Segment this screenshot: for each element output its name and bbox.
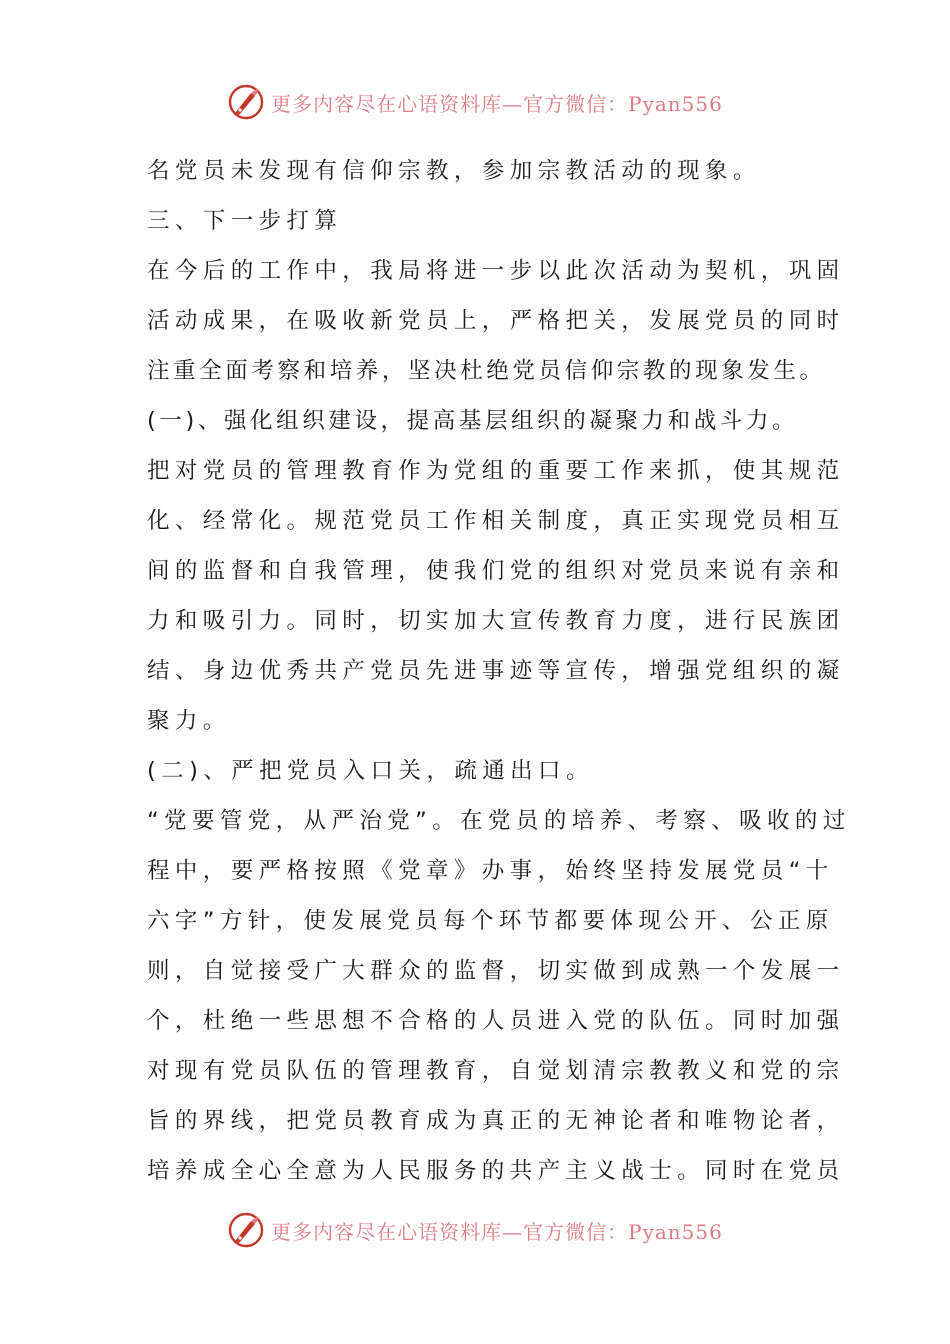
watermark-group: [227, 1211, 723, 1249]
text-line: 结、身边优秀共产党员先进事迹等宣传，增强党组织的凝: [147, 658, 845, 684]
header-watermark: [0, 80, 950, 124]
pen-logo-icon: [227, 83, 265, 121]
watermark-group: [227, 83, 723, 121]
text-line: 个，杜绝一些思想不合格的人员进入党的队伍。同时加强: [147, 1008, 845, 1034]
text-line: 聚力。: [147, 708, 231, 734]
pen-logo-icon: [227, 1211, 265, 1249]
text-line: 把对党员的管理教育作为党组的重要工作来抓，使其规范: [147, 458, 845, 484]
document-body: [147, 146, 851, 1196]
subsection-heading: (二)、严把党员入口关，疏通出口。: [147, 758, 594, 784]
text-line: 化、经常化。规范党员工作相关制度，真正实现党员相互: [147, 508, 845, 534]
text-line: 旨的界线，把党员教育成为真正的无神论者和唯物论者，: [147, 1108, 845, 1134]
watermark-text: 更多内容尽在心语资料库—官方微信：Pyan556: [271, 1219, 723, 1244]
text-line: 对现有党员队伍的管理教育，自觉划清宗教教义和党的宗: [147, 1058, 845, 1084]
text-line: 活动成果，在吸收新党员上，严格把关，发展党员的同时: [147, 308, 845, 334]
text-line: 注重全面考察和培养，坚决杜绝党员信仰宗教的现象发生。: [147, 358, 826, 384]
watermark-text: 更多内容尽在心语资料库—官方微信：Pyan556: [271, 91, 723, 116]
text-line: 间的监督和自我管理，使我们党的组织对党员来说有亲和: [147, 558, 845, 584]
text-line: “党要管党，从严治党”。在党员的培养、考察、吸收的过: [147, 808, 851, 834]
text-line: 力和吸引力。同时，切实加大宣传教育力度，进行民族团: [147, 608, 845, 634]
text-line: 程中，要严格按照《党章》办事，始终坚持发展党员“十: [147, 858, 834, 884]
footer-watermark: [0, 1208, 950, 1252]
text-line: 六字”方针，使发展党员每个环节都要体现公开、公正原: [147, 908, 834, 934]
text-line: 则，自觉接受广大群众的监督，切实做到成熟一个发展一: [147, 958, 845, 984]
text-line: 在今后的工作中，我局将进一步以此次活动为契机，巩固: [147, 258, 845, 284]
section-heading: 三、下一步打算: [147, 208, 343, 234]
text-line: 名党员未发现有信仰宗教，参加宗教活动的现象。: [147, 158, 761, 184]
subsection-heading: (一)、强化组织建设，提高基层组织的凝聚力和战斗力。: [147, 408, 799, 434]
text-line: 培养成全心全意为人民服务的共产主义战士。同时在党员: [147, 1158, 845, 1184]
